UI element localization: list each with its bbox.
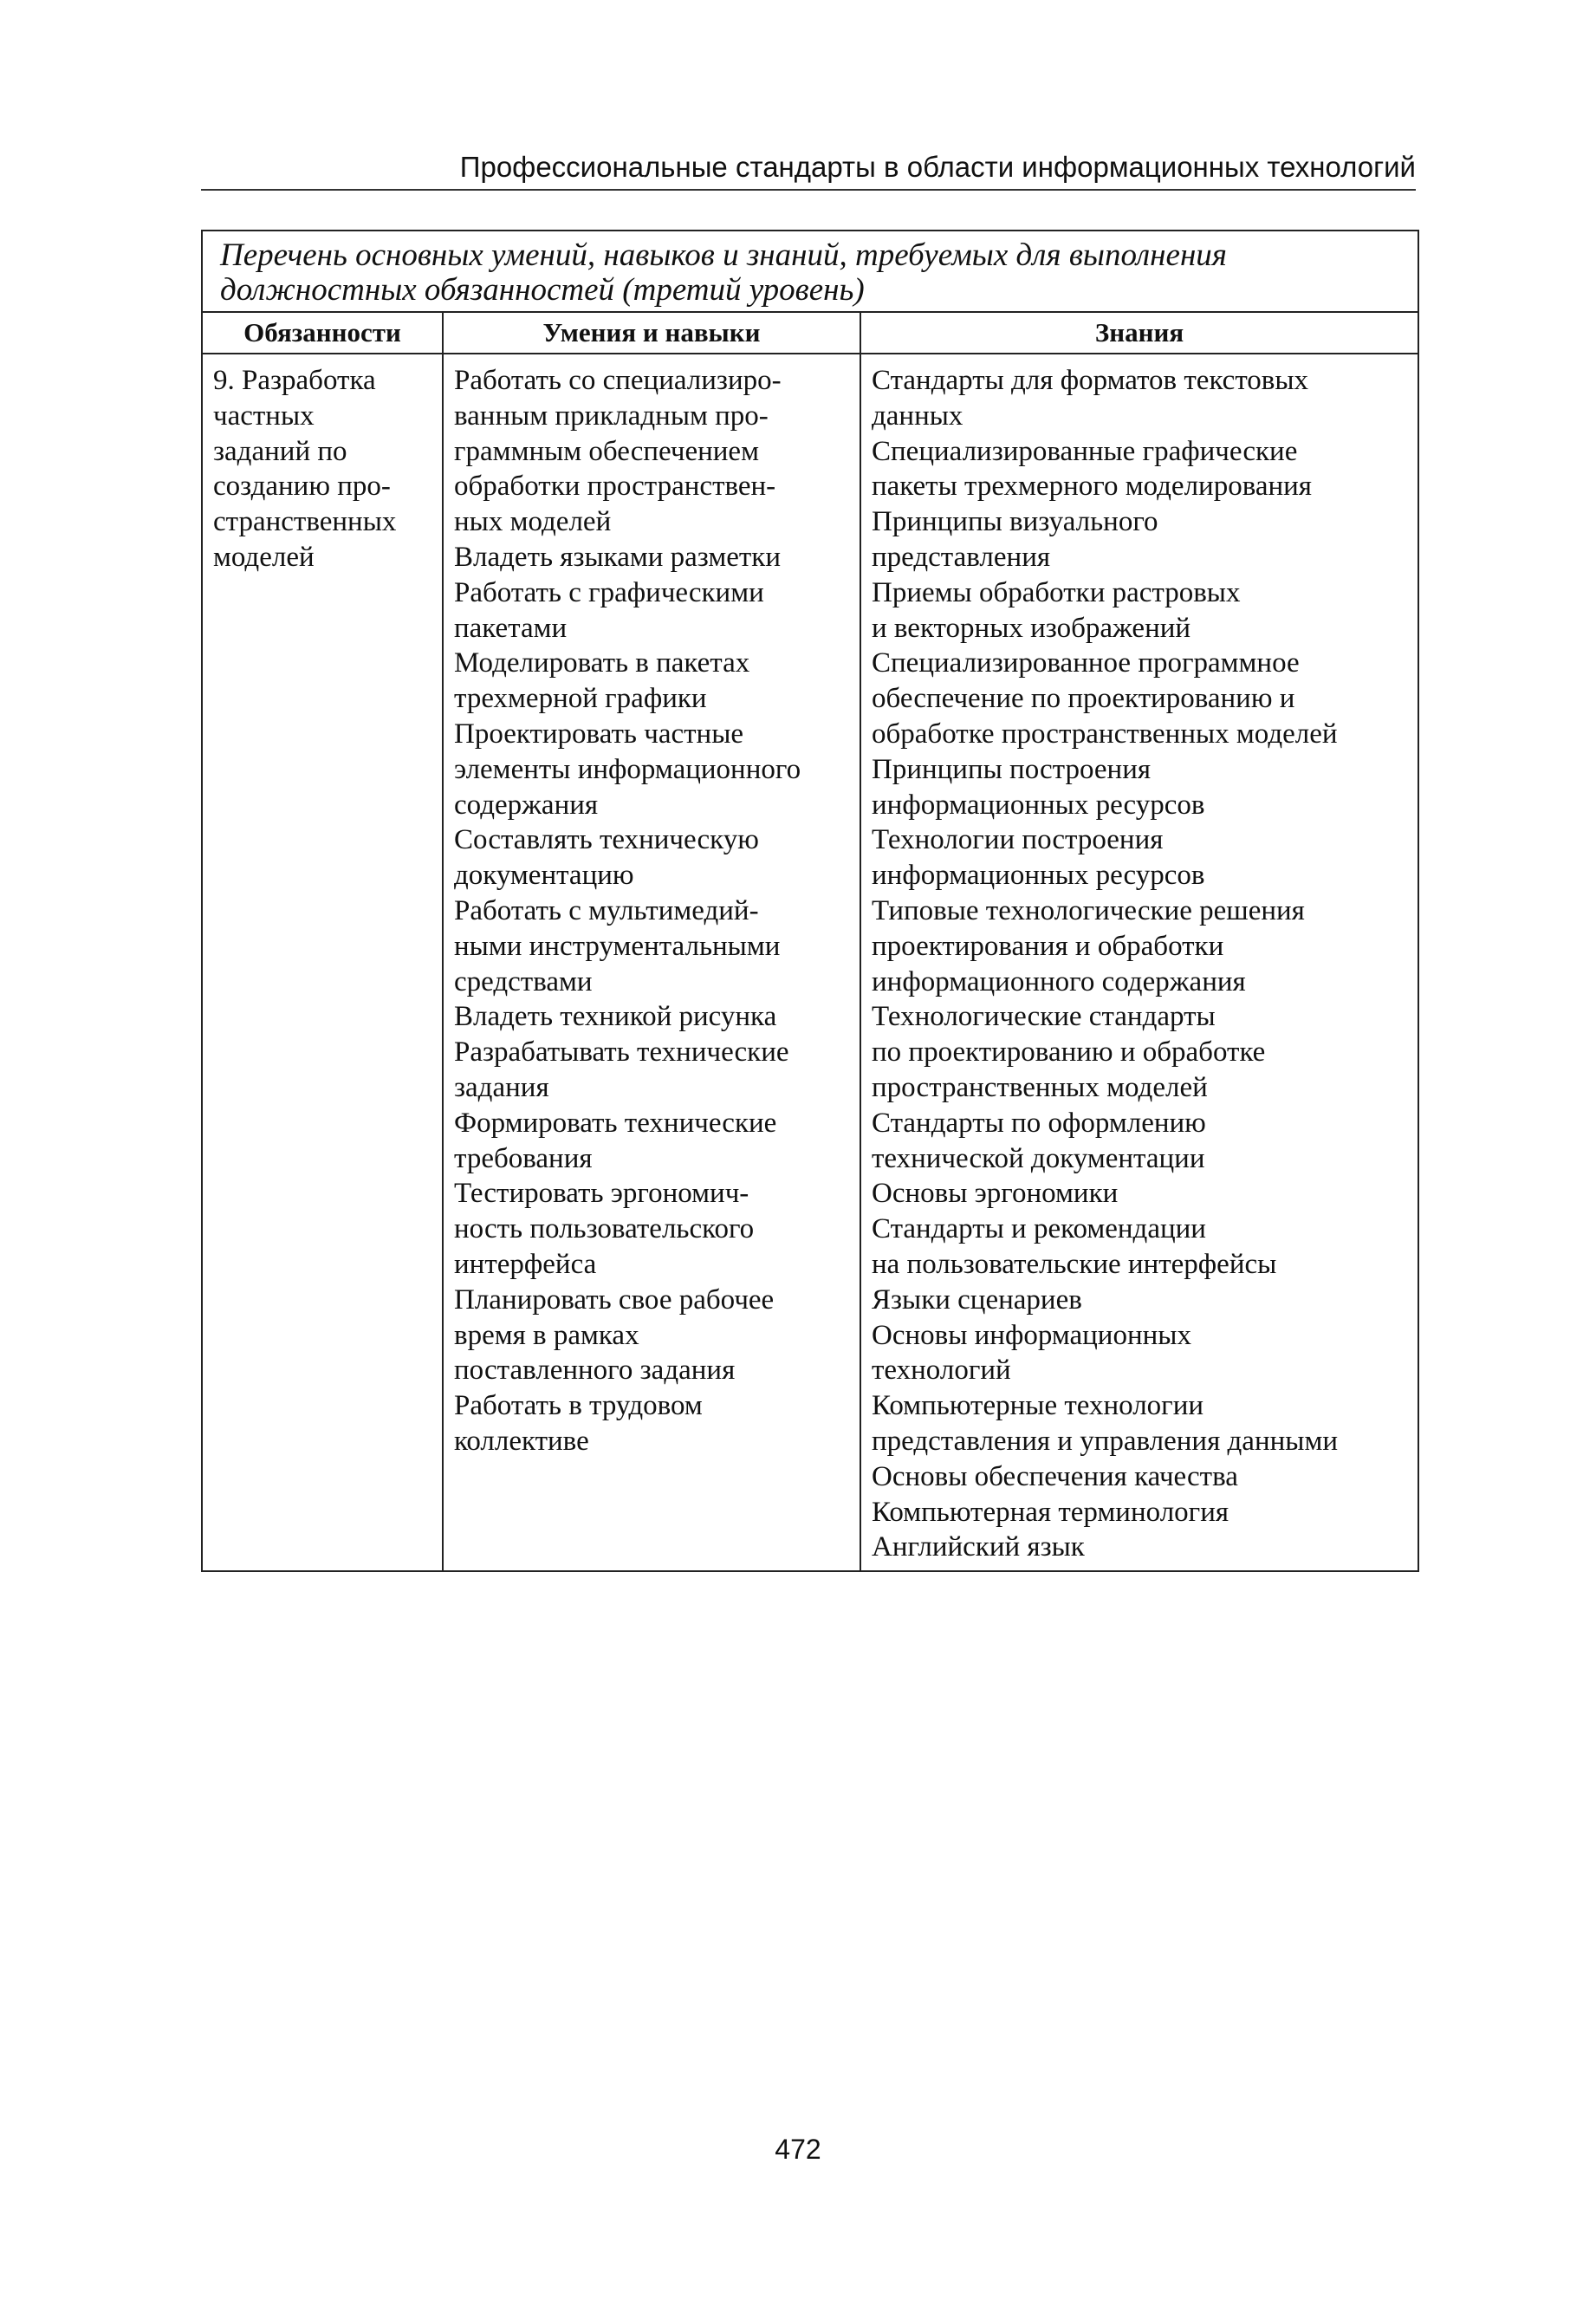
knowledge-line: Стандарты и рекомендации [872,1213,1206,1245]
duties-line: созданию про- [213,471,391,503]
skills-line: трехмерной графики [454,683,707,715]
knowledge-line: пакеты трехмерного моделирования [872,471,1312,503]
knowledge-cell [860,354,1418,1571]
table-caption [202,231,1418,312]
skills-line: Составлять техническую [454,824,759,856]
knowledge-line: технологий [872,1355,1011,1387]
skills-line: обработки пространствен- [454,471,776,503]
knowledge-line: Технологии построения [872,824,1164,856]
knowledge-line: Стандарты по оформлению [872,1107,1206,1139]
knowledge-line: информационных ресурсов [872,789,1205,821]
skills-line: Моделировать в пакетах [454,647,750,679]
knowledge-line: Основы информационных [872,1319,1191,1351]
skills-line: пакетами [454,612,568,644]
knowledge-line: Специализированное программное [872,647,1300,679]
skills-line: поставленного задания [454,1355,736,1387]
skills-line: ных моделей [454,506,612,538]
skills-line: Формировать технические [454,1107,777,1139]
skills-line: Владеть языками разметки [454,541,782,573]
skills-line: задания [454,1071,549,1103]
skills-line: Работать со специализиро- [454,365,782,396]
skills-line: Тестировать эргономич- [454,1178,749,1210]
knowledge-line: информационных ресурсов [872,860,1205,892]
knowledge-line: представления [872,541,1051,573]
knowledge-line: обеспечение по проектированию и [872,683,1295,715]
knowledge-line: Технологические стандарты [872,1001,1216,1033]
knowledge-line: проектирования и обработки [872,930,1224,962]
skills-line: Работать с графическими [454,576,764,608]
duties-line: заданий по [213,435,347,467]
skills-line: содержания [454,789,599,821]
skills-line: Проектировать частные [454,718,744,750]
skills-line: время в рамках [454,1319,639,1351]
table-caption-row [202,231,1418,312]
skills-line: Работать с мультимедий- [454,894,759,926]
knowledge-line: Основы обеспечения качества [872,1460,1238,1492]
knowledge-line: и векторных изображений [872,612,1191,644]
skills-line: документацию [454,860,634,892]
column-header-duties: Обязанности [202,312,443,354]
page-number: 472 [775,2134,821,2165]
knowledge-line: технической документации [872,1142,1205,1174]
table-row [202,354,1418,1571]
skills-line: граммным обеспечением [454,435,759,467]
table-header-row [202,312,1418,354]
table-caption-line: должностных обязанностей (третий уровень) [220,272,865,308]
skills-line: Работать в трудовом [454,1390,703,1422]
skills-line: коллективе [454,1425,589,1457]
knowledge-line: Типовые технологические решения [872,894,1305,926]
knowledge-line: на пользовательские интерфейсы [872,1248,1277,1280]
duties-line: моделей [213,541,315,573]
skills-line: ванным прикладным про- [454,400,769,432]
skills-line: средствами [454,965,593,997]
knowledge-line: данных [872,400,963,432]
skills-line: интерфейса [454,1248,597,1280]
knowledge-line: по проектированию и обработке [872,1036,1266,1069]
skills-line: элементы информационного [454,753,801,785]
skills-line: Владеть техникой рисунка [454,1001,777,1033]
skills-cell [443,354,860,1571]
skills-line: Разрабатывать технические [454,1036,789,1069]
column-header-knowledge: Знания [860,312,1418,354]
knowledge-line: Английский язык [872,1531,1085,1563]
knowledge-line: Основы эргономики [872,1178,1119,1210]
running-header: Профессиональные стандарты в области информационных технологий [201,151,1416,191]
skills-line: Планировать свое рабочее [454,1283,775,1316]
knowledge-line: Приемы обработки растровых [872,576,1241,608]
knowledge-line: Языки сценариев [872,1283,1082,1316]
knowledge-line: представления и управления данными [872,1425,1338,1457]
skills-line: требования [454,1142,593,1174]
duties-line: частных [213,400,315,432]
knowledge-line: Принципы визуального [872,506,1158,538]
knowledge-line: Стандарты для форматов текстовых [872,365,1309,396]
duties-table [201,230,1419,1572]
skills-line: ными инструментальными [454,930,781,962]
duties-cell [202,354,443,1571]
knowledge-line: обработке пространственных моделей [872,718,1338,750]
skills-line: ность пользовательского [454,1213,755,1245]
knowledge-line: Принципы построения [872,753,1152,785]
duties-line: 9. Разработка [213,365,376,396]
knowledge-line: Специализированные графические [872,435,1298,467]
knowledge-line: Компьютерные технологии [872,1390,1204,1422]
knowledge-line: Компьютерная терминология [872,1496,1229,1528]
table-caption-line: Перечень основных умений, навыков и знаний, требуемых для выполнения [220,237,1227,273]
knowledge-line: пространственных моделей [872,1071,1208,1103]
duties-line: странственных [213,506,397,538]
column-header-skills: Умения и навыки [443,312,860,354]
knowledge-line: информационного содержания [872,965,1246,997]
